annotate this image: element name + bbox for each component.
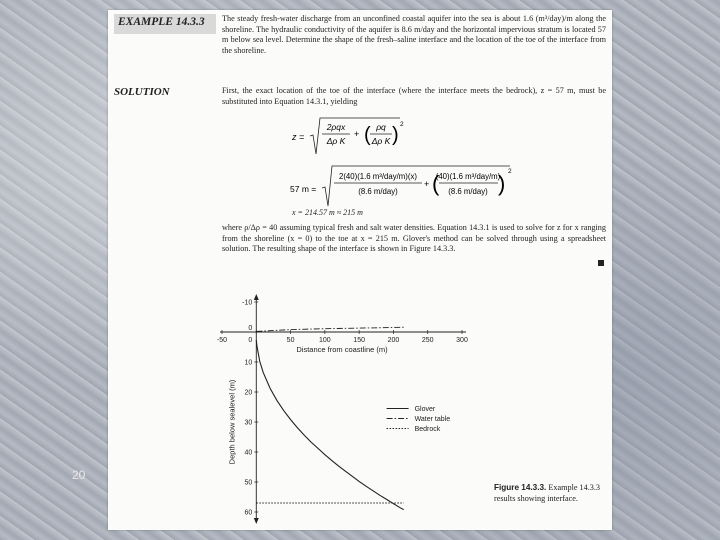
- interface-chart: [212, 294, 492, 526]
- y-axis-arrow: [254, 518, 259, 524]
- figure-caption-text: Example 14.3.3 results showing interface.: [494, 483, 601, 503]
- x-tick-label: 200: [387, 337, 400, 344]
- y-tick-label: -10: [242, 299, 253, 307]
- y-tick-label: 0: [248, 325, 253, 332]
- x-tick-label: 300: [456, 337, 468, 344]
- legend-label-water-table: Water table: [414, 416, 451, 423]
- x-tick-label: -50: [216, 337, 228, 344]
- series-glover-line: [256, 340, 403, 510]
- y-tick-label: 10: [244, 359, 253, 367]
- equation-1: [288, 114, 408, 158]
- svg-text:(: (: [432, 171, 440, 196]
- legend-label-glover: Glover: [414, 406, 436, 413]
- x-tick-label: 0: [248, 337, 253, 344]
- solution-explanation-text: where ρ/Δρ = 40 assuming typical fresh and salt water densities. Equation 14.3.1 is used to solve for z for x ranging from the shoreline (x = 0) to the toe at x = 215 m. Glover's method can be solved through using a spreadsheet solution. The resulting shape of the interface is shown in Figure 14.3.3.: [222, 223, 606, 254]
- example-problem-text: The steady fresh-water discharge from an unconfined coastal aquifer into the sea is about 1.6 (m³/day)/m along the shoreline. The hydraulic conductivity of the aquifer is 8.6 m/day and the horizontal impervious stratum is located 57 m below sea level. Determine the shape of the fresh–saline interface and the location of the toe of the interface from the shoreline.: [222, 14, 606, 55]
- y-tick-label: 50: [244, 479, 253, 487]
- end-of-example-mark: [598, 260, 604, 266]
- eq1-lhs: z =: [292, 132, 305, 142]
- svg-text:+: +: [354, 129, 360, 139]
- eq2-exponent: 2: [508, 168, 512, 175]
- legend-label-bedrock: Bedrock: [414, 426, 441, 433]
- solution-label: SOLUTION: [114, 86, 170, 98]
- eq1-term1-num: 2ρqx: [326, 122, 346, 132]
- y-tick-label: 60: [244, 509, 253, 517]
- x-tick-label: 150: [353, 337, 365, 344]
- x-tick-label: 250: [421, 337, 434, 344]
- x-axis-label: Distance from coastline (m): [296, 345, 388, 354]
- eq1-term1-den: Δρ K: [326, 136, 346, 146]
- y-tick-label: 20: [244, 389, 253, 397]
- example-label: EXAMPLE 14.3.3: [114, 14, 216, 34]
- y-axis-arrow-top: [254, 294, 259, 300]
- equation-result: x = 214.57 m ≈ 215 m: [292, 208, 363, 217]
- y-tick-label: 30: [244, 419, 253, 427]
- figure-caption: [494, 482, 606, 504]
- equation-2: [288, 160, 518, 208]
- y-axis-label: Depth below sealevel (m): [227, 379, 237, 465]
- eq2-lhs: 57 m =: [290, 184, 317, 194]
- svg-text:): ): [498, 171, 506, 196]
- x-tick-label: 100: [319, 337, 331, 344]
- solution-intro-text: First, the exact location of the toe of the interface (where the interface meets the bedrock), z = 57 m, must be substituted into Equation 14.3.1, yielding: [222, 86, 606, 106]
- svg-text:): ): [392, 124, 399, 146]
- eq2-term2-num: (40)(1.6 m³/day/m): [435, 172, 501, 181]
- eq2-term1-den: (8.6 m/day): [358, 187, 398, 196]
- svg-text:(: (: [364, 124, 371, 146]
- series-water-table-line: [256, 327, 403, 331]
- y-tick-label: 40: [244, 449, 253, 457]
- figure-caption-label: Figure 14.3.3.: [494, 483, 547, 492]
- slide-number: 20: [72, 468, 86, 482]
- eq2-term1-num: 2(40)(1.6 m³/day/m)(x): [339, 172, 417, 181]
- eq1-term2-num: ρq: [376, 122, 386, 132]
- svg-text:+: +: [424, 179, 430, 189]
- eq2-term2-den: (8.6 m/day): [448, 187, 488, 196]
- textbook-page: [108, 10, 612, 530]
- eq1-exponent: 2: [400, 121, 404, 128]
- x-tick-label: 50: [286, 337, 295, 344]
- eq1-term2-den: Δρ K: [371, 136, 391, 146]
